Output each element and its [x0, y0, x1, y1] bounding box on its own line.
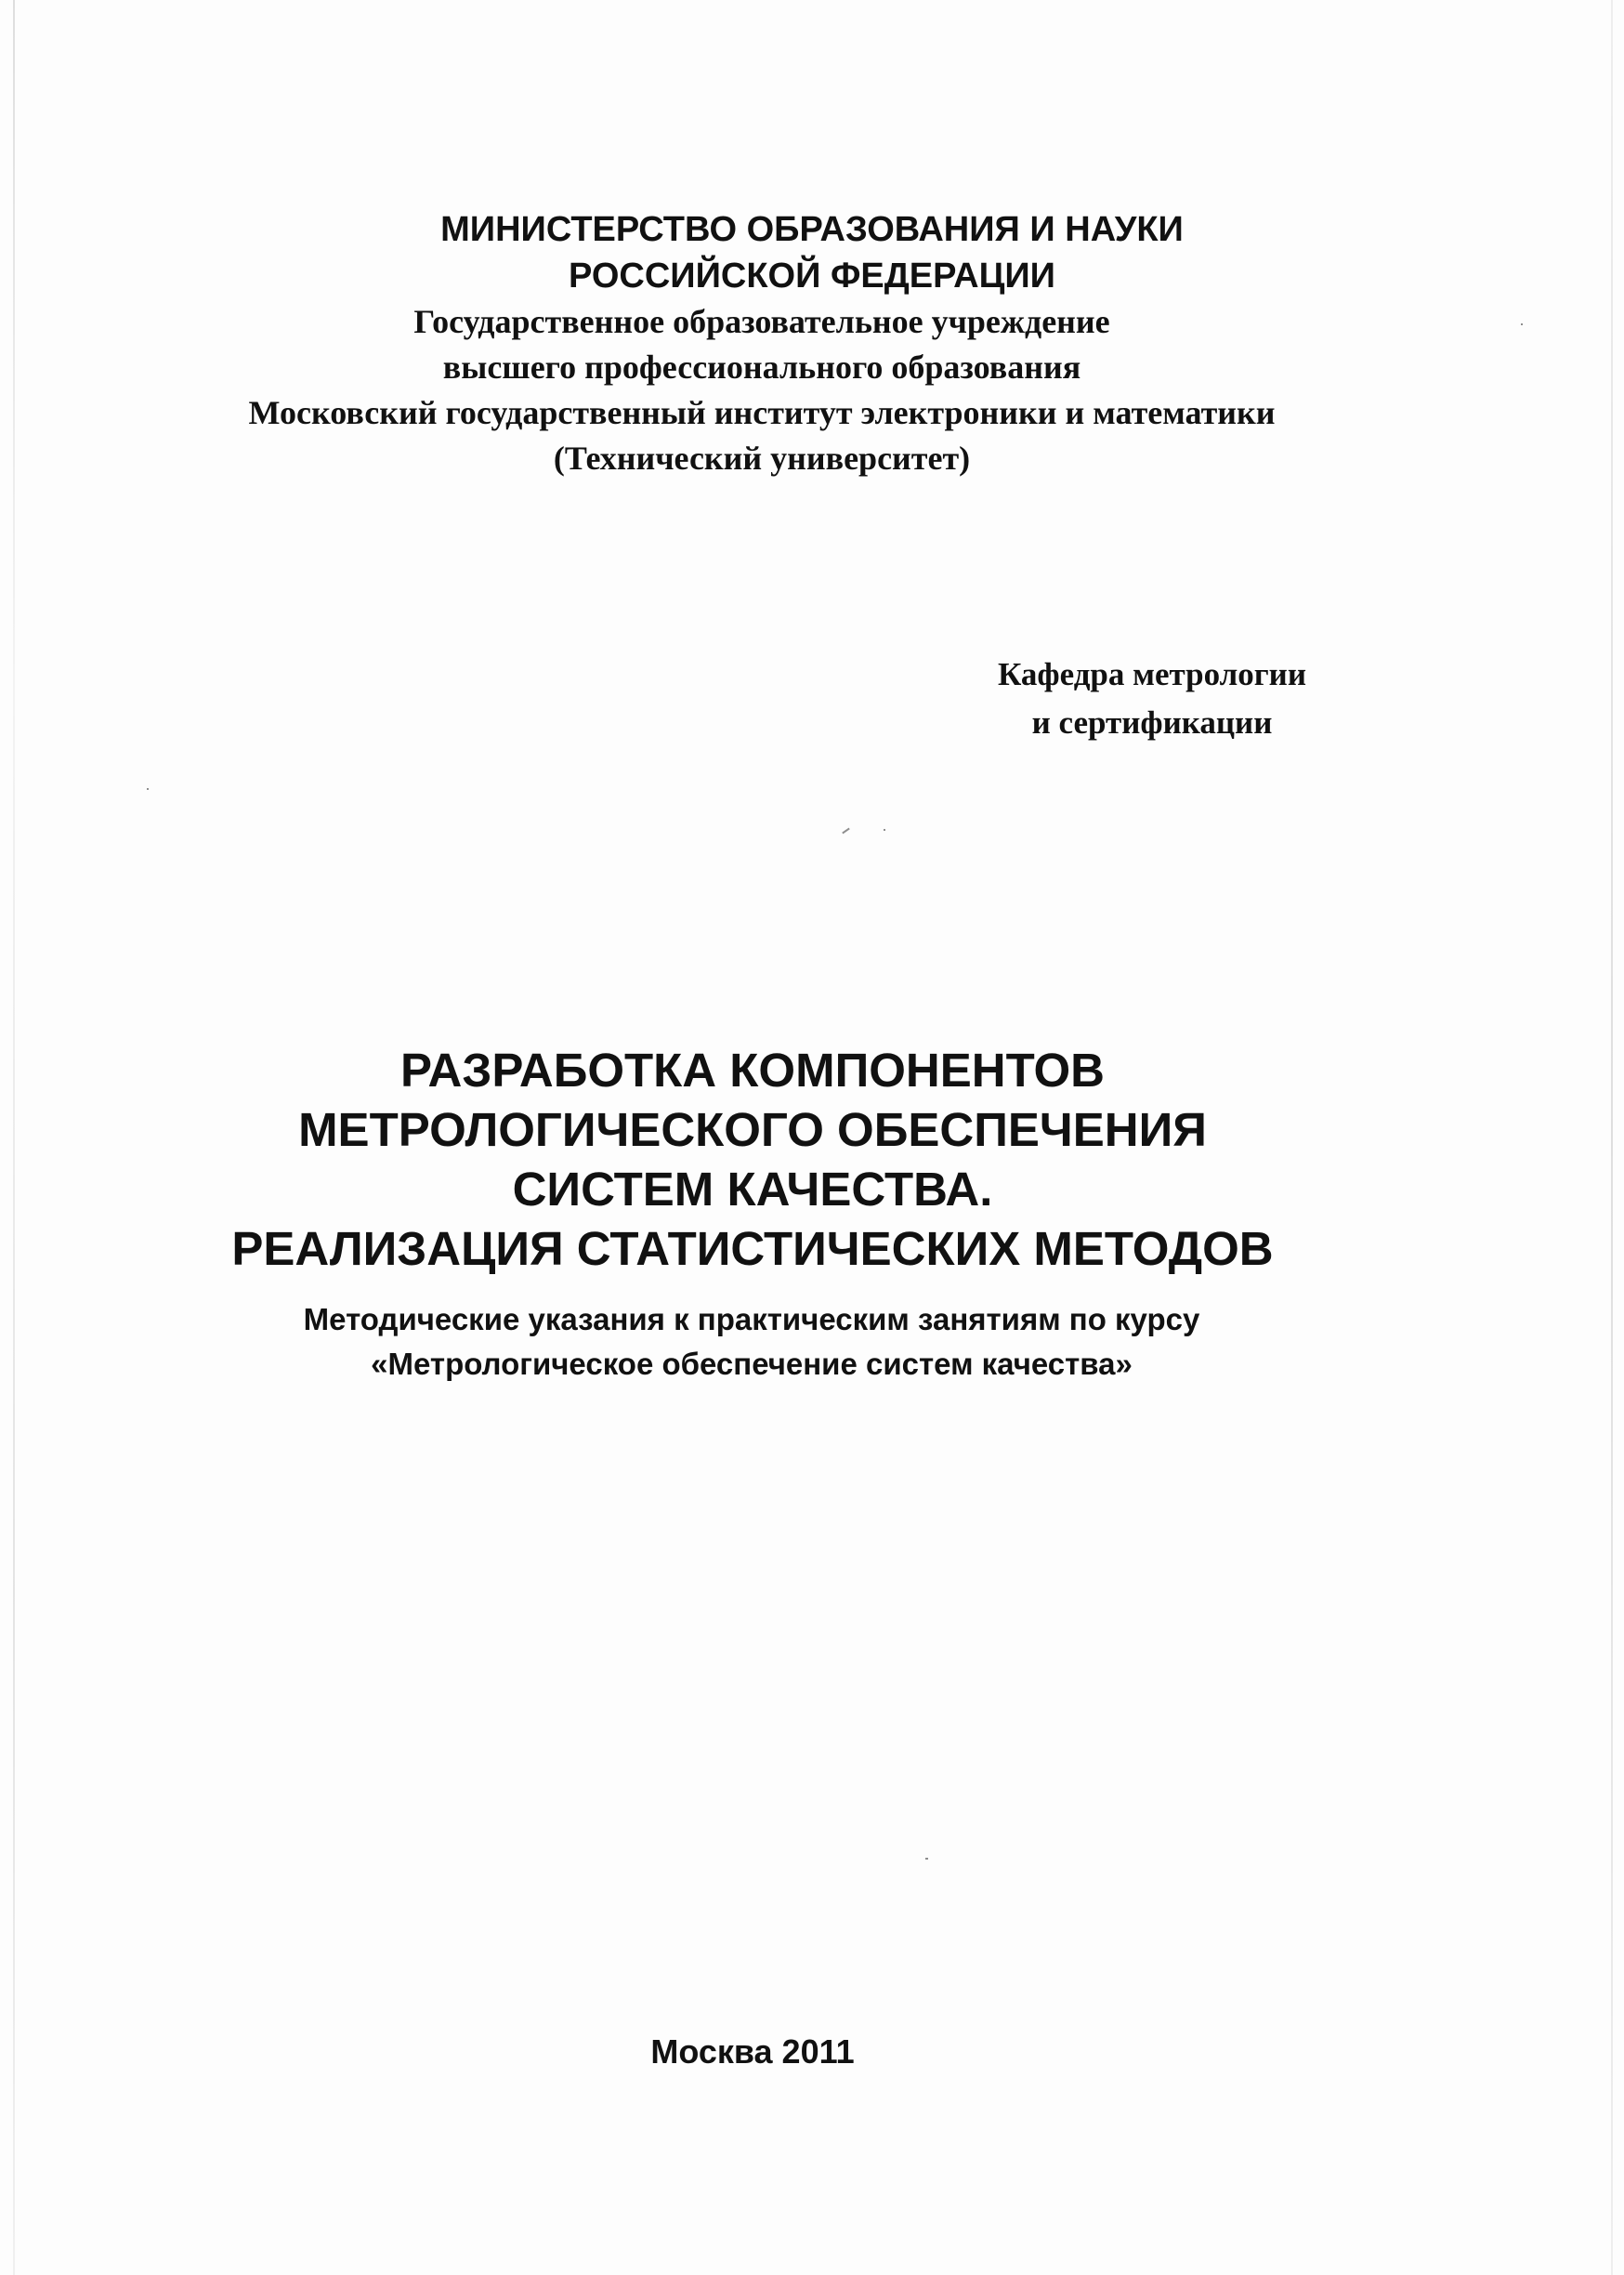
subtitle-line-1: Методические указания к практическим занятиям по курсу — [303, 1302, 1200, 1336]
ministry-line-2: РОССИЙСКОЙ ФЕДЕРАЦИИ — [568, 256, 1055, 296]
institution-heading — [0, 299, 1524, 481]
institution-line-1: Государственное образовательное учреждение — [413, 303, 1110, 340]
ministry-heading — [0, 206, 1624, 299]
scan-speck — [1521, 323, 1523, 325]
scan-edge-right — [1611, 0, 1613, 2275]
title-line-4: РЕАЛИЗАЦИЯ СТАТИСТИЧЕСКИХ МЕТОДОВ — [231, 1222, 1274, 1275]
department-line-1: Кафедра метрологии — [998, 656, 1306, 692]
institution-line-4: (Технический университет) — [553, 440, 971, 477]
scan-speck — [842, 828, 850, 835]
scan-speck — [884, 829, 885, 831]
department-line-2: и сертификации — [1031, 704, 1273, 741]
title-line-3: СИСТЕМ КАЧЕСТВА. — [512, 1163, 993, 1216]
title-line-2: МЕТРОЛОГИЧЕСКОГО ОБЕСПЕЧЕНИЯ — [298, 1103, 1207, 1156]
ministry-line-1: МИНИСТЕРСТВО ОБРАЗОВАНИЯ И НАУКИ — [440, 210, 1184, 249]
document-title — [0, 1041, 1505, 1279]
title-line-1: РАЗРАБОТКА КОМПОНЕНТОВ — [400, 1044, 1105, 1097]
scan-speck — [925, 1858, 928, 1860]
document-subtitle — [0, 1297, 1503, 1387]
department-block — [929, 651, 1375, 747]
place-year — [0, 2030, 1505, 2074]
institution-line-2: высшего профессионального образования — [442, 348, 1081, 386]
scan-speck — [147, 788, 149, 790]
place-year-text: Москва 2011 — [650, 2032, 855, 2071]
institution-line-3: Московский государственный институт электроники и математики — [248, 394, 1276, 431]
subtitle-line-2: «Метрологическое обеспечение систем качества» — [371, 1347, 1133, 1381]
